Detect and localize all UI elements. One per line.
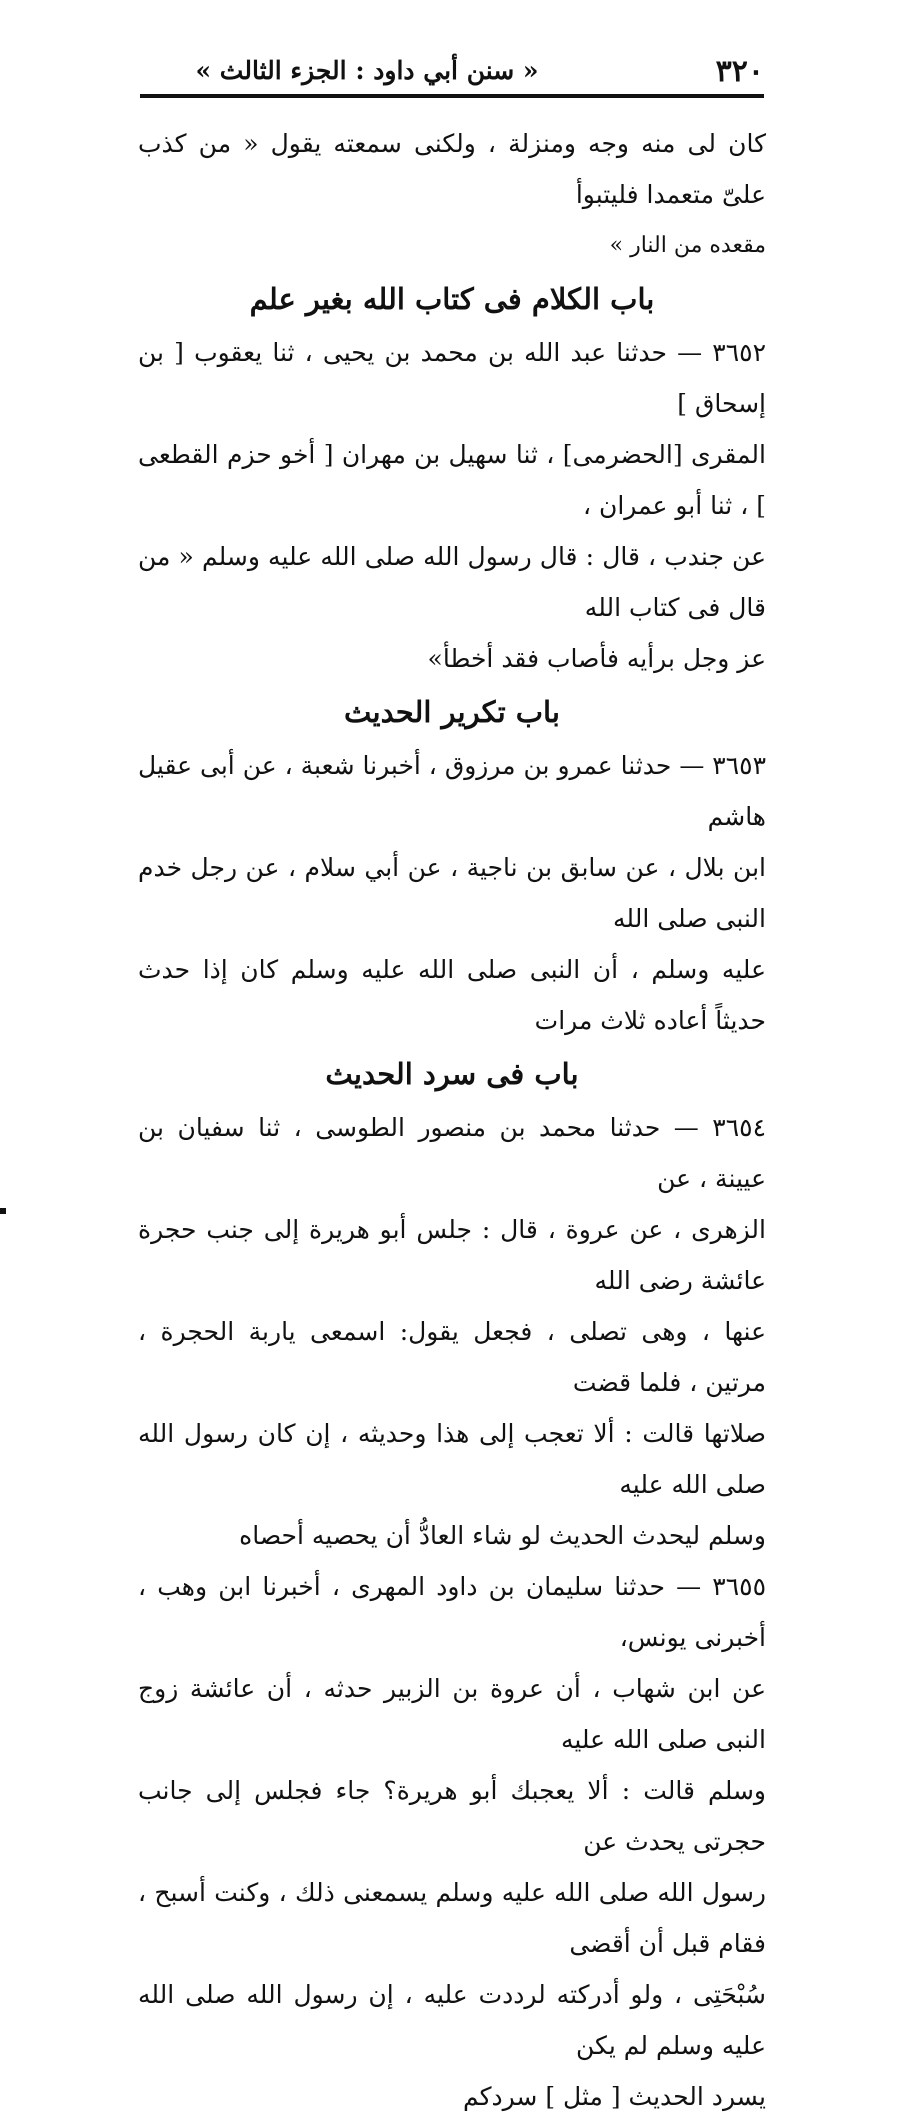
text-line: سُبْحَتِى ، ولو أدركته لرددت عليه ، إن رسول الله صلى الله عليه وسلم لم يكن xyxy=(138,1980,766,2060)
scan-edge-mark xyxy=(0,1208,6,1214)
text-line: المقرى [الحضرمى] ، ثنا سهيل بن مهران [ أخو حزم القطعى ] ، ثنا أبو عمران ، xyxy=(138,440,766,520)
chapter-heading: باب فى سرد الحديث xyxy=(325,1057,579,1091)
page-number: ٣٢٠ xyxy=(715,54,764,89)
page-header xyxy=(140,52,764,92)
text-line: عليه وسلم ، أن النبى صلى الله عليه وسلم كان إذا حدث حديثاً أعاده ثلاث مرات xyxy=(138,955,766,1035)
text-line: كان لى منه وجه ومنزلة ، ولكنى سمعته يقول « من كذب علىّ متعمدا فليتبوأ xyxy=(138,129,766,209)
chapter-heading: باب الكلام فى كتاب الله بغير علم xyxy=(249,282,655,316)
text-line: عن جندب ، قال : قال رسول الله صلى الله عليه وسلم « من قال فى كتاب الله xyxy=(138,542,766,622)
text-line: عن ابن شهاب ، أن عروة بن الزبير حدثه ، أن عائشة زوج النبى صلى الله عليه xyxy=(138,1674,766,1754)
text-line: عنها ، وهى تصلى ، فجعل يقول: اسمعى ياربة الحجرة ، مرتين ، فلما قضت xyxy=(138,1317,766,1397)
text-line: الزهرى ، عن عروة ، قال : جلس أبو هريرة إلى جنب حجرة عائشة رضى الله xyxy=(138,1215,766,1295)
hadith-3653-line: ٣٦٥٣ — حدثنا عمرو بن مرزوق ، أخبرنا شعبة ، عن أبى عقيل هاشم xyxy=(138,751,766,831)
chapter-heading: باب تكرير الحديث xyxy=(344,695,560,729)
text-line: وسلم قالت : ألا يعجبك أبو هريرة؟ جاء فجلس إلى جانب حجرتى يحدث عن xyxy=(138,1776,766,1856)
text-line: ابن بلال ، عن سابق بن ناجية ، عن أبي سلام ، عن رجل خدم النبى صلى الله xyxy=(138,853,766,933)
hadith-3655-line: ٣٦٥٥ — حدثنا سليمان بن داود المهرى ، أخبرنا ابن وهب ، أخبرنى يونس، xyxy=(138,1572,766,1652)
page-body xyxy=(138,118,766,2122)
text-line: رسول الله صلى الله عليه وسلم يسمعنى ذلك ، وكنت أسبح ، فقام قبل أن أقضى xyxy=(138,1878,766,1958)
text-line: مقعده من النار » xyxy=(609,233,766,258)
hadith-3652-line: ٣٦٥٢ — حدثنا عبد الله بن محمد بن يحيى ، ثنا يعقوب [ بن إسحاق ] xyxy=(138,338,766,418)
text-line: صلاتها قالت : ألا تعجب إلى هذا وحديثه ، إن كان رسول الله صلى الله عليه xyxy=(138,1419,766,1499)
text-line: وسلم ليحدث الحديث لو شاء العادُّ أن يحصيه أحصاه xyxy=(239,1521,766,1550)
text-line: عز وجل برأيه فأصاب فقد أخطأ» xyxy=(427,644,766,673)
running-title: « سنن أبي داود : الجزء الثالث » xyxy=(195,56,539,85)
header-rule xyxy=(140,94,764,98)
hadith-3654-line: ٣٦٥٤ — حدثنا محمد بن منصور الطوسى ، ثنا سفيان بن عيينة ، عن xyxy=(138,1113,766,1193)
text-line: يسرد الحديث [ مثل ] سردكم xyxy=(462,2082,766,2111)
